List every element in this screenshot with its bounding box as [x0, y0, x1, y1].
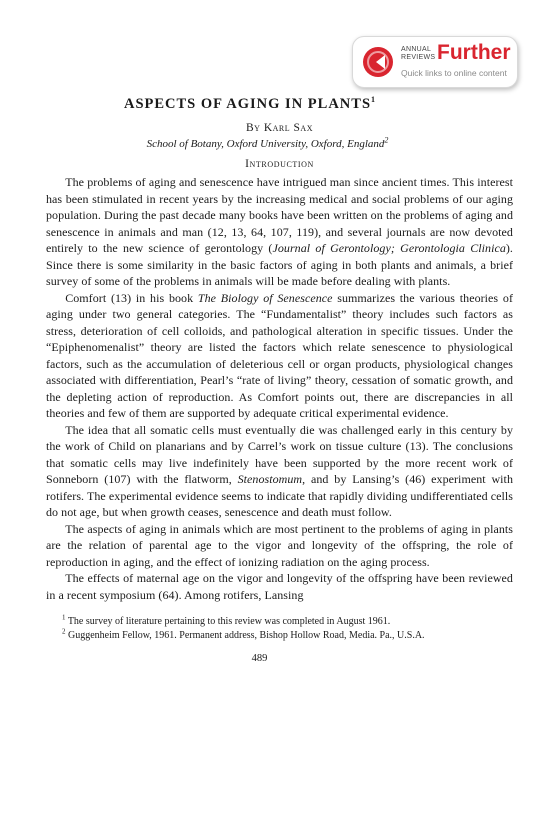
affiliation-text: School of Botany, Oxford University, Oxford, England [146, 138, 385, 150]
paragraph: Comfort (13) in his book The Biology of Senescence summarizes the various theories of aging under two general categories. The “Fundamentalist” theory includes such factors as stress, deterioration of cell colloids, and pathological alteration in specific tissues. Under the “Epiphenomenalist” theory are listed the factors which relate senescence to physiological factors, such as the accumulation of deleterious cell or organ products, physiological changes associated with differentiation, Pearl’s “rate of living” theory, cessation of somatic growth, and the depleting action of reproduction. As Comfort points out, there are discrepancies in all theories and few of them are supported by adequate critical experimental evidence. [46, 290, 513, 420]
footnote-mark: 1 [62, 613, 66, 622]
badge-subtitle: Quick links to online content [401, 68, 507, 78]
footnote-mark: 2 [62, 627, 66, 636]
affiliation-footnote-mark[interactable]: 2 [384, 135, 389, 145]
article-page [46, 95, 513, 664]
title-text: ASPECTS OF AGING IN PLANTS [123, 96, 372, 112]
author-line: By Karl Sax [246, 122, 313, 134]
badge-annual: ANNUAL [401, 46, 432, 53]
badge-further-label: Further [437, 41, 511, 64]
genus-name: Stenostomum [237, 472, 303, 486]
paragraph: The idea that all somatic cells must eventually die was challenged early in this century by the work of Child on planarians and by Carrel’s work on tissue culture (13). The conclusions that somatic cells may live indefinitely have been supported by the more recent work of Sonneborn (107) with the flatworm, Stenostomum, and by Lansing’s (46) experiment with rotifers. The experimental evidence seems to indicate that rapidly dividing undifferentiated cells do not age, but when growth ceases, senescence and death must follow. [46, 422, 513, 519]
article-body [46, 174, 513, 603]
title-footnote-mark[interactable]: 1 [371, 95, 376, 105]
article-title [16, 95, 483, 113]
badge-annual-reviews [401, 46, 437, 62]
footnote-2: $^2$ Guggenheim Fellow, 1961. Permanent address, Bishop Hollow Road, Media. Pa., U.S.A. [62, 627, 425, 641]
paragraph: The aspects of aging in animals which are most pertinent to the problems of aging in plants are the relation of parental age to the vigor and longevity of the offspring, the role of reproduction in aging, and the effect of ionizing radiation on the aging process. [46, 521, 513, 569]
section-heading: Introduction [245, 158, 314, 170]
footnotes [46, 615, 513, 643]
footnote-1: $^1$ The survey of literature pertaining to this review was completed in August 1961. [62, 613, 391, 627]
affiliation-line [34, 137, 501, 151]
back-arrow-icon [363, 47, 393, 77]
journal-names: Journal of Gerontology; Gerontologia Clinica [272, 241, 506, 255]
paragraph: The effects of maternal age on the vigor and longevity of the offspring have been reviewed in a recent symposium (64). Among rotifers, Lansing [46, 571, 513, 602]
badge-reviews: REVIEWS [401, 54, 436, 61]
further-badge[interactable] [352, 36, 518, 88]
book-title: The Biology of Senescence [197, 290, 333, 305]
paragraph: The problems of aging and senescence have intrigued man since ancient times. This interest has been stimulated in recent years by the increasing medical and social problems of our aging population. During the past decade many books have been written on the problems of aging and senescence in animals and man (12, 13, 64, 107, 119), and several journals are now devoted entirely to the new science of gerontology (Journal of Gerontology; Gerontologia Clinica). Since there is some similarity in the basic factors of aging in both plants and animals, a brief survey of some of the problems in animals will be made before dealing with plants. [46, 175, 513, 288]
page-number: 489 [251, 653, 268, 664]
